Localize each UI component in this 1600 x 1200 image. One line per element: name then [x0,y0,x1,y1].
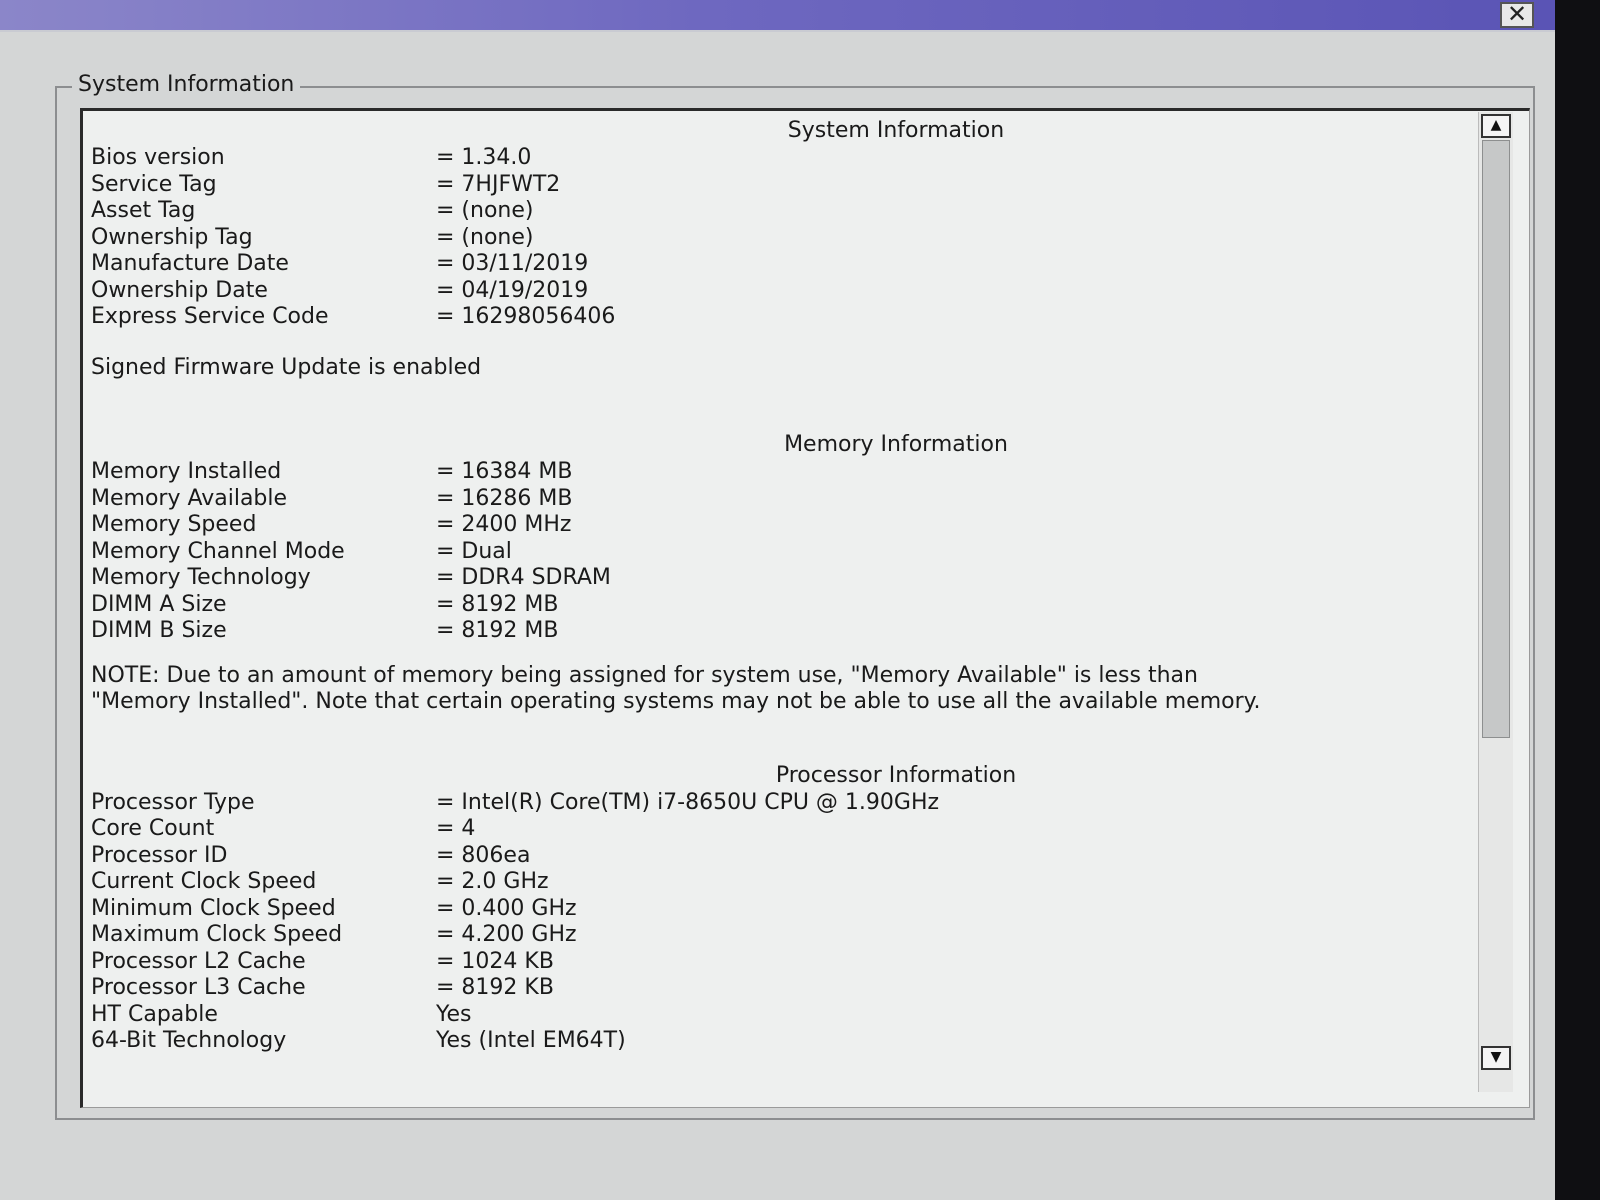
info-value: = 8192 KB [436,975,554,1000]
info-label: Ownership Tag [91,224,253,250]
info-value: = 806ea [436,842,531,868]
info-row [91,304,1461,331]
screen-edge [1555,0,1600,1200]
info-value: = 8192 MB [436,618,559,643]
info-row [91,459,1461,486]
arrow-up-icon: ▲ [1490,117,1502,133]
info-row [91,975,1461,1002]
info-content [91,117,1461,1055]
scrollbar-thumb[interactable] [1482,140,1510,738]
info-row [91,486,1461,513]
info-label: Memory Technology [91,565,311,590]
info-value: = 1024 KB [436,948,554,974]
info-label: Processor Type [91,789,255,815]
info-row [91,869,1461,896]
info-label: Current Clock Speed [91,869,317,894]
close-button[interactable] [1500,2,1534,28]
processor-information-heading: Processor Information [775,762,1017,788]
info-label: Ownership Date [91,277,268,303]
info-row [91,198,1461,225]
info-row [91,949,1461,976]
info-label: Processor ID [91,842,228,868]
info-label: DIMM B Size [91,618,227,643]
info-scroll-panel[interactable] [80,108,1530,1108]
info-label: Processor L2 Cache [91,948,306,974]
info-value: = 16298056406 [436,304,616,329]
info-row [91,1002,1461,1029]
info-value: = (none) [436,224,534,250]
info-row [91,278,1461,305]
info-row [91,922,1461,949]
vertical-scrollbar[interactable] [1478,112,1513,1092]
info-row [91,790,1461,817]
info-value: = (none) [436,198,534,223]
info-label: HT Capable [91,1001,218,1027]
info-label: Memory Speed [91,512,257,537]
info-value: = 4.200 GHz [436,922,577,947]
scroll-down-button[interactable] [1481,1046,1511,1070]
info-row [91,816,1461,843]
info-value: = 4 [436,816,476,841]
info-value: = 2400 MHz [436,512,572,537]
info-label: DIMM A Size [91,591,227,617]
info-row [91,251,1461,278]
info-row [91,592,1461,619]
scroll-up-button[interactable] [1481,114,1511,138]
info-value: = 16286 MB [436,485,573,511]
info-label: 64-Bit Technology [91,1028,287,1053]
info-value: Yes [436,1001,472,1027]
info-label: Manufacture Date [91,251,289,276]
info-value: = 0.400 GHz [436,895,577,921]
memory-note: NOTE: Due to an amount of memory being assigned for system use, "Memory Available" is less than "Memory Installed". Note that certain operating systems may not be able to use all the available memory. [91,662,1261,714]
window-titlebar [0,0,1560,32]
info-row [91,172,1461,199]
info-label: Processor L3 Cache [91,975,306,1000]
info-value: = Dual [436,538,512,564]
system-information-list [91,145,1461,331]
groupbox-title: System Information [72,72,300,97]
info-value: = DDR4 SDRAM [436,565,611,590]
info-value: = 8192 MB [436,591,559,617]
info-value: = 03/11/2019 [436,251,589,276]
info-label: Memory Installed [91,459,282,484]
info-value: = Intel(R) Core(TM) i7-8650U CPU @ 1.90GHz [436,789,940,815]
info-value: Yes (Intel EM64T) [436,1028,626,1053]
info-row [91,1028,1461,1055]
info-value: = 7HJFWT2 [436,171,561,197]
info-value: = 2.0 GHz [436,869,549,894]
system-information-heading: System Information [787,118,1005,143]
info-row [91,539,1461,566]
info-row [91,512,1461,539]
info-row [91,565,1461,592]
info-row [91,145,1461,172]
close-icon: ✕ [1506,0,1528,28]
info-label: Minimum Clock Speed [91,895,336,921]
info-value: = 04/19/2019 [436,277,589,303]
info-label: Asset Tag [91,198,196,223]
info-label: Express Service Code [91,304,329,329]
info-label: Core Count [91,816,215,841]
info-value: = 16384 MB [436,459,573,484]
info-value: = 1.34.0 [436,145,532,170]
info-row [91,843,1461,870]
processor-information-list [91,790,1461,1055]
info-label: Memory Available [91,485,288,511]
info-label: Maximum Clock Speed [91,922,343,947]
info-label: Memory Channel Mode [91,538,345,564]
info-label: Bios version [91,145,225,170]
info-row [91,618,1461,645]
memory-information-list [91,459,1461,645]
info-row [91,896,1461,923]
memory-information-heading: Memory Information [784,432,1008,457]
info-label: Service Tag [91,171,217,197]
arrow-down-icon: ▼ [1490,1049,1502,1065]
info-row [91,225,1461,252]
firmware-update-status: Signed Firmware Update is enabled [91,354,482,380]
